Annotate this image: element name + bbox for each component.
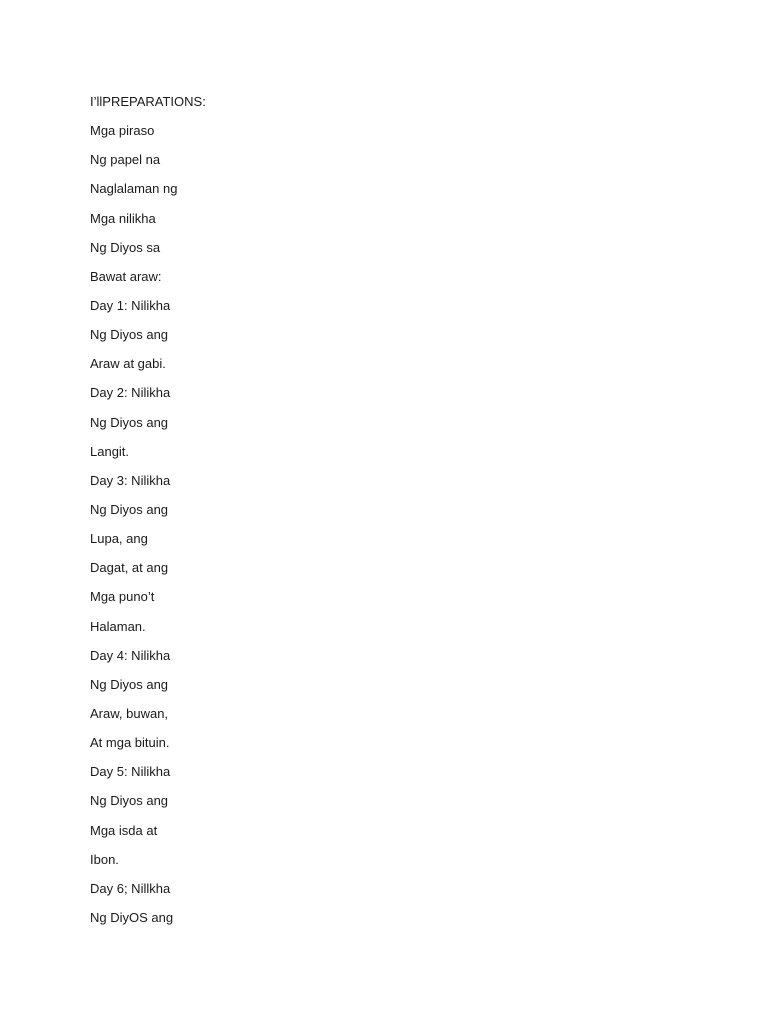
text-line: Day 2: Nilikha: [90, 385, 171, 401]
text-line: Day 1: Nilikha: [90, 297, 171, 313]
text-line: Bawat araw:: [90, 268, 162, 284]
text-line: Mga puno’t: [90, 589, 155, 605]
text-line: Day 5: Nilikha: [90, 764, 171, 780]
text-line: Dagat, at ang: [90, 560, 169, 576]
text-line: Ibon.: [90, 851, 119, 867]
text-line: Lupa, ang: [90, 531, 148, 547]
text-line: Ng Diyos ang: [90, 327, 169, 343]
text-line: Ng Diyos ang: [90, 676, 169, 692]
text-line: Naglalaman ng: [90, 181, 178, 197]
text-line: Ng papel na: [90, 152, 161, 168]
text-line: Ng DiyOS ang: [90, 909, 174, 925]
text-line: At mga bituin.: [90, 735, 170, 751]
text-line: Day 6; Nillkha: [90, 880, 171, 896]
text-line: I’llPREPARATIONS:: [90, 94, 206, 109]
document-text-lines: [90, 91, 206, 936]
text-line: Day 3: Nilikha: [90, 472, 171, 488]
text-line: Ng Diyos sa: [90, 239, 161, 255]
text-line: Ng Diyos ang: [90, 414, 169, 430]
text-line: Araw, buwan,: [90, 705, 169, 721]
text-line: Ng Diyos ang: [90, 501, 169, 517]
text-line: Halaman.: [90, 618, 146, 634]
text-line: Langit.: [90, 443, 130, 459]
text-line: Mga isda at: [90, 822, 158, 838]
text-line: Mga nilikha: [90, 210, 156, 226]
text-line: Mga piraso: [90, 123, 155, 139]
text-line: Day 4: Nilikha: [90, 647, 171, 663]
text-line: Ng Diyos ang: [90, 793, 169, 809]
text-line: Araw at gabi.: [90, 356, 166, 372]
